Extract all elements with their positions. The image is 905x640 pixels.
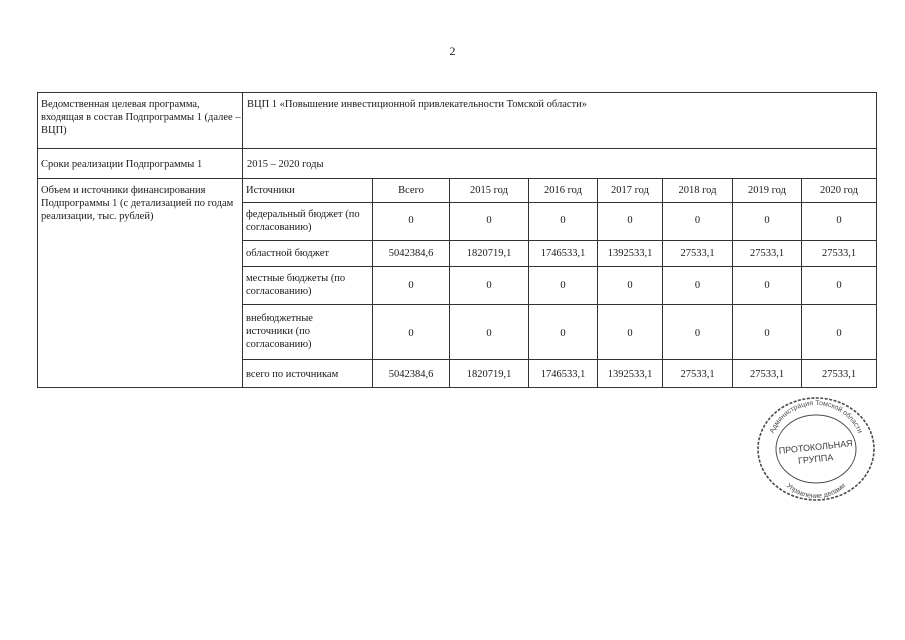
page-number: 2 [449,44,456,58]
row-value: 0 [694,280,701,291]
row-value: 1746533,1 [540,248,586,259]
table-border-right [876,92,877,388]
header-2020: 2020 год [820,185,858,196]
passport-table [37,92,877,388]
row-value: 0 [694,215,701,226]
row-value: 27533,1 [749,369,785,380]
row-value: 27533,1 [680,369,715,380]
row-value: 0 [408,215,414,226]
row-value: 0 [764,280,770,291]
row-value: 0 [560,280,566,291]
official-stamp [755,395,877,503]
row-value: 27533,1 [821,369,857,380]
row-value: 1746533,1 [540,369,586,380]
table-row-divider [37,178,877,179]
row-source: внебюджетные источники (по согласованию) [246,313,313,350]
subtable-divider [242,240,877,241]
row-value: 0 [486,280,492,291]
row-value: 1820719,1 [466,248,512,259]
header-total: Всего [398,185,424,196]
row-value: 0 [486,215,492,226]
header-2016: 2016 год [544,185,582,196]
stamp-line-2: ГРУППА [797,452,834,466]
header-2019: 2019 год [748,185,786,196]
row-value: 27533,1 [749,248,785,259]
row-source: всего по источникам [246,369,339,380]
row-value: 0 [486,328,492,339]
header-2015: 2015 год [470,185,508,196]
row-value: 27533,1 [821,248,857,259]
row-value: 0 [627,280,633,291]
row-value: 5042384,6 [388,248,434,259]
header-sources: Источники [246,185,295,196]
table-row-divider [37,148,877,149]
table-border-left [37,92,38,388]
row-value: 5042384,6 [388,369,434,380]
terms-value: 2015 – 2020 годы [247,159,324,170]
row-value: 0 [836,280,842,291]
subtable-divider [242,304,877,305]
table-border-bottom [37,387,877,388]
row-value: 0 [627,215,633,226]
row-value: 27533,1 [680,248,715,259]
stamp-ring-text-bottom [785,482,847,500]
row-value: 1820719,1 [466,369,512,380]
row-value: 0 [560,215,566,226]
row-value: 0 [560,328,566,339]
subtable-divider [242,266,877,267]
stamp-ring-text-path: Администрация Томской области [768,399,864,435]
row-value: 0 [836,215,842,226]
table-col-divider [242,92,243,388]
row-value: 0 [694,328,701,339]
program-label: Ведомственная целевая программа, входящая в состав Подпрограммы 1 (далее – ВЦП) [41,99,241,136]
subtable-divider [242,359,877,360]
header-2018: 2018 год [678,185,717,196]
program-value: ВЦП 1 «Повышение инвестиционной привлекательности Томской области» [247,99,588,110]
terms-label: Сроки реализации Подпрограммы 1 [41,159,203,170]
stamp-line-1: ПРОТОКОЛЬНАЯ [778,438,854,456]
header-2017: 2017 год [611,185,649,196]
row-value: 0 [408,280,414,291]
row-source: федеральный бюджет (по согласованию) [246,209,360,233]
row-source: областной бюджет [246,248,329,259]
row-value: 1392533,1 [607,369,653,380]
financing-label: Объем и источники финансирования Подпрограммы 1 (с детализацией по годам реализации, тыс. рублей) [41,185,234,222]
row-value: 0 [764,215,770,226]
row-value: 1392533,1 [607,248,653,259]
row-source: местные бюджеты (по согласованию) [246,273,346,297]
row-value: 0 [627,328,633,339]
subtable-divider [242,202,877,203]
table-border-top [37,92,877,93]
row-value: 0 [408,328,414,339]
row-value: 0 [836,328,842,339]
row-value: 0 [764,328,770,339]
stamp-ring-text-bottom-path: Управление делами [784,482,848,501]
